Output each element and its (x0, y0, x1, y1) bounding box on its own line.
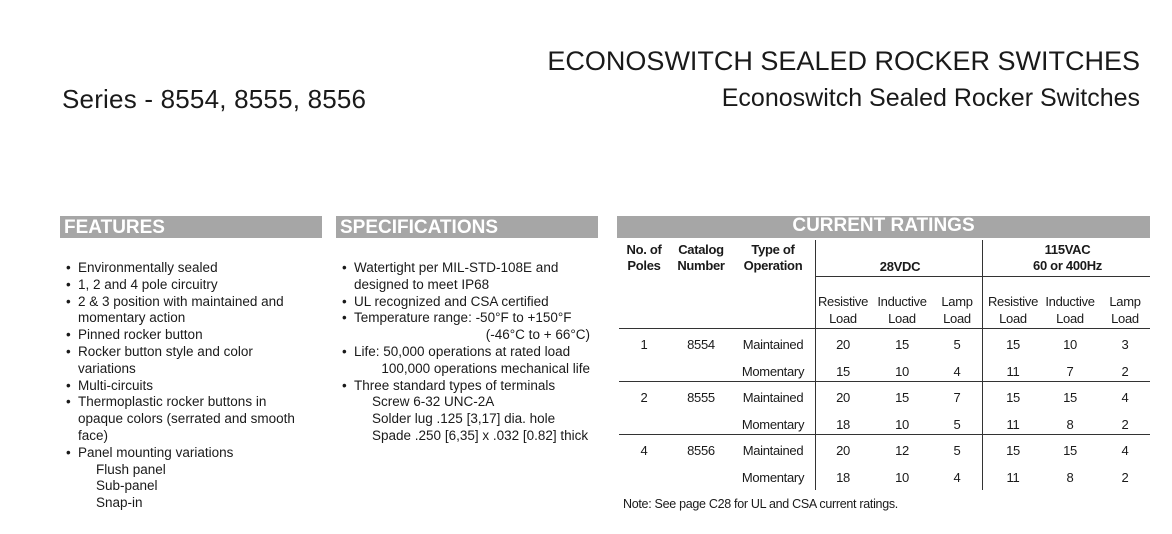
cell-value: 4 (953, 470, 961, 485)
cell-catalog: 8555 (687, 390, 715, 405)
load-header: Inductive (1045, 294, 1095, 309)
features-list (64, 260, 326, 512)
cell-operation: Maintained (742, 443, 804, 458)
load-header: Load (1111, 311, 1139, 326)
column-header-operation: Operation (743, 258, 803, 273)
cell-value: 10 (895, 417, 909, 432)
cell-operation: Maintained (742, 337, 804, 352)
list-item: • Panel mounting variations (64, 445, 326, 462)
list-item-continuation: face) (78, 427, 109, 443)
cell-catalog: 8556 (687, 443, 715, 458)
sub-title: Econoswitch Sealed Rocker Switches (721, 84, 1140, 112)
list-item: • UL recognized and CSA certified (340, 294, 596, 311)
cell-value: 15 (895, 337, 909, 352)
list-item-continuation: Sub-panel (96, 478, 158, 494)
cell-value: 8 (1066, 470, 1074, 485)
cell-value: 18 (836, 470, 850, 485)
table-rule (982, 240, 983, 490)
cell-value: 15 (1006, 390, 1020, 405)
cell-value: 15 (1006, 337, 1020, 352)
list-item: • 2 & 3 position with maintained and (64, 294, 326, 311)
table-rule (815, 240, 816, 490)
column-header-ac: 60 or 400Hz (1033, 258, 1102, 273)
list-item-continuation: opaque colors (serrated and smooth (78, 411, 295, 427)
list-item: • Environmentally sealed (64, 260, 326, 277)
list-item: • Rocker button style and color (64, 344, 326, 361)
cell-value: 4 (1121, 443, 1129, 458)
load-header: Load (999, 311, 1027, 326)
list-item: • Temperature range: -50°F to +150°F (340, 310, 596, 327)
load-header: Load (829, 311, 857, 326)
cell-value: 10 (895, 470, 909, 485)
main-title: ECONOSWITCH SEALED ROCKER SWITCHES (547, 46, 1140, 76)
list-item-continuation: designed to meet IP68 (354, 276, 490, 292)
table-rule (619, 381, 1150, 382)
cell-operation: Maintained (742, 390, 804, 405)
cell-value: 15 (1063, 390, 1077, 405)
load-header: Load (943, 311, 971, 326)
cell-value: 4 (1121, 390, 1129, 405)
list-item: • Thermoplastic rocker buttons in (64, 394, 326, 411)
list-item-continuation: Solder lug .125 [3,17] dia. hole (372, 411, 556, 427)
cell-value: 10 (1063, 337, 1077, 352)
list-item-continuation: 100,000 operations mechanical life (381, 360, 590, 376)
cell-value: 8 (1066, 417, 1074, 432)
table-rule (619, 328, 1150, 329)
cell-value: 7 (953, 390, 961, 405)
cell-poles: 4 (640, 443, 648, 458)
list-item-continuation: Snap-in (96, 495, 143, 511)
load-header: Lamp (941, 294, 973, 309)
list-item-continuation: Flush panel (96, 461, 166, 477)
cell-value: 15 (1006, 443, 1020, 458)
cell-value: 5 (953, 337, 961, 352)
cell-value: 2 (1121, 470, 1129, 485)
cell-value: 15 (895, 390, 909, 405)
cell-catalog: 8554 (687, 337, 715, 352)
load-header: Lamp (1109, 294, 1141, 309)
cell-value: 10 (895, 364, 909, 379)
column-header-catalog: Catalog (678, 242, 724, 257)
load-header: Load (1056, 311, 1084, 326)
list-item: • Life: 50,000 operations at rated load (340, 344, 596, 361)
cell-value: 11 (1006, 470, 1020, 485)
column-header-ac: 115VAC (1044, 242, 1091, 257)
list-item-continuation: Screw 6-32 UNC-2A (372, 394, 495, 410)
cell-value: 15 (836, 364, 850, 379)
column-header-poles: Poles (627, 258, 661, 273)
list-item: • 1, 2 and 4 pole circuitry (64, 277, 326, 294)
specifications-heading: SPECIFICATIONS (336, 216, 598, 238)
cell-value: 5 (953, 417, 961, 432)
cell-value: 20 (836, 443, 850, 458)
cell-value: 2 (1121, 417, 1129, 432)
column-header-operation: Type of (751, 242, 795, 257)
list-item: • Three standard types of terminals (340, 378, 596, 395)
load-header: Load (888, 311, 916, 326)
cell-value: 3 (1121, 337, 1129, 352)
cell-value: 2 (1121, 364, 1129, 379)
list-item-continuation: (-46°C to + 66°C) (485, 327, 590, 343)
list-item: • Pinned rocker button (64, 327, 326, 344)
load-header: Inductive (877, 294, 927, 309)
current-ratings-heading: CURRENT RATINGS (617, 216, 1150, 238)
cell-value: 20 (836, 390, 850, 405)
series-title: Series - 8554, 8555, 8556 (62, 84, 367, 114)
cell-value: 5 (953, 443, 961, 458)
list-item-continuation: variations (78, 360, 136, 376)
ratings-note: Note: See page C28 for UL and CSA current ratings. (623, 497, 898, 511)
column-header-catalog: Number (677, 258, 725, 273)
table-rule (619, 434, 1150, 435)
list-item-continuation: momentary action (78, 310, 186, 326)
load-header: Resistive (817, 294, 869, 309)
cell-value: 11 (1006, 364, 1020, 379)
cell-value: 15 (1063, 443, 1077, 458)
cell-operation: Momentary (741, 364, 805, 379)
cell-value: 20 (836, 337, 850, 352)
cell-poles: 2 (640, 390, 648, 405)
list-item-continuation: Spade .250 [6,35] x .032 [0.82] thick (372, 427, 589, 443)
cell-operation: Momentary (741, 470, 805, 485)
cell-value: 18 (836, 417, 850, 432)
cell-value: 4 (953, 364, 961, 379)
load-header: Resistive (987, 294, 1039, 309)
column-header-poles: No. of (626, 242, 662, 257)
cell-value: 11 (1006, 417, 1020, 432)
cell-value: 7 (1066, 364, 1074, 379)
features-heading: FEATURES (60, 216, 322, 238)
column-header-dc: 28VDC (879, 259, 921, 274)
specifications-list (340, 260, 596, 445)
cell-poles: 1 (640, 337, 648, 352)
list-item: • Multi-circuits (64, 378, 326, 395)
list-item: • Watertight per MIL-STD-108E and (340, 260, 596, 277)
cell-operation: Momentary (741, 417, 805, 432)
cell-value: 12 (895, 443, 909, 458)
